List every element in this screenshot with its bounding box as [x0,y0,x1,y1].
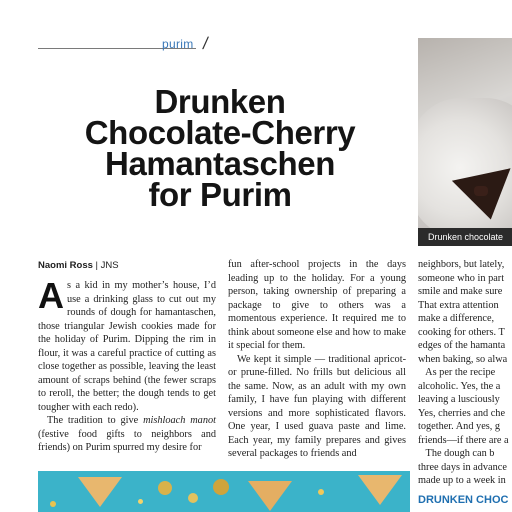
text-line: cooking for others. T [418,326,505,338]
hamantaschen-photo [418,38,512,228]
gold-coin [158,481,172,495]
text-line: made up to a week in [418,475,506,486]
italic-term: mishloach manot [143,415,216,426]
text-line: together. And yes, g [418,421,501,432]
text-line: Yes, cherries and che [418,407,506,419]
cookie [248,481,292,511]
section-label: purim [162,37,194,51]
text-line: edges of the hamanta [418,340,506,351]
text-line: The dough can b [418,448,495,459]
headline-line: Chocolate-Cherry [84,114,356,151]
article-column-1 [38,275,216,455]
text-line: three days in advance [418,461,507,473]
text-line: neighbors, but lately, [418,259,505,270]
recipe-title: DRUNKEN CHOC [418,493,509,506]
drop-cap: A [38,275,64,316]
article-column-2 [228,258,406,461]
text-line: That extra attention [418,299,499,311]
text-line: alcoholic. Yes, the a [418,380,501,392]
gold-coin [188,493,198,503]
text-line: friends—if there are a [418,434,509,446]
headline-line: Drunken [154,83,286,120]
headline [40,83,400,213]
article-column-3 [418,258,512,507]
text-line: someone who in part [418,272,505,284]
headline-line: Hamantaschen [105,145,335,182]
paragraph-text: The tradition to give [47,415,144,426]
text-line: smile and make sure [418,286,503,297]
byline-source: | JNS [95,260,119,271]
cookie [358,475,402,505]
paragraph: We kept it simple — traditional apricot- or prune-filled. No frills but delicious all the same. Now, as an adult with my own family, I have fun playing with different versions and more sophisticated flavors. One year, I used guava paste and lime. Each year, my family prepares and gives several packages to friends and [228,353,406,459]
confetti [50,501,56,507]
gold-coin [213,479,229,495]
text-line: leaving a lusciously [418,394,500,405]
cherry-filling [474,186,488,196]
cookie [78,477,122,507]
section-slash: / [201,34,210,53]
paragraph-text: (festive food gifts to neighbors and friends) on Purim spurred my desire for [38,428,216,453]
hamantaschen-bottom-photo [38,471,410,512]
paragraph-text: s a kid in my mother’s house, I’d use a drinking glass to cut out my rounds of dough for hamantaschen, those triangular Jewish cookies made for the holiday of Purim. Dipping the rim in flour, it was a careful practice of cutting as close together as possible, leaving the least amount of scraps behind (the fewer scraps to reroll, the better; the dough tends to get tougher with each redo). [38,280,216,413]
headline-line: for Purim [148,176,292,213]
byline [38,260,119,271]
confetti [138,499,143,504]
paragraph [38,275,216,414]
confetti [318,489,324,495]
paragraph [38,414,216,455]
section-tag [38,34,214,62]
photo-caption: Drunken chocolate [418,228,512,246]
text-line: when baking, so alwa [418,353,508,365]
paragraph: fun after-school projects in the days leading up to the holiday. For a young person, taking ownership of preparing a package to give to others was a momentous experience. It required me to think about someone else and how to make it special for them. [228,259,406,351]
text-line: As per the recipe [418,367,496,378]
text-line: make a difference, [418,313,495,324]
byline-author: Naomi Ross [38,260,93,271]
